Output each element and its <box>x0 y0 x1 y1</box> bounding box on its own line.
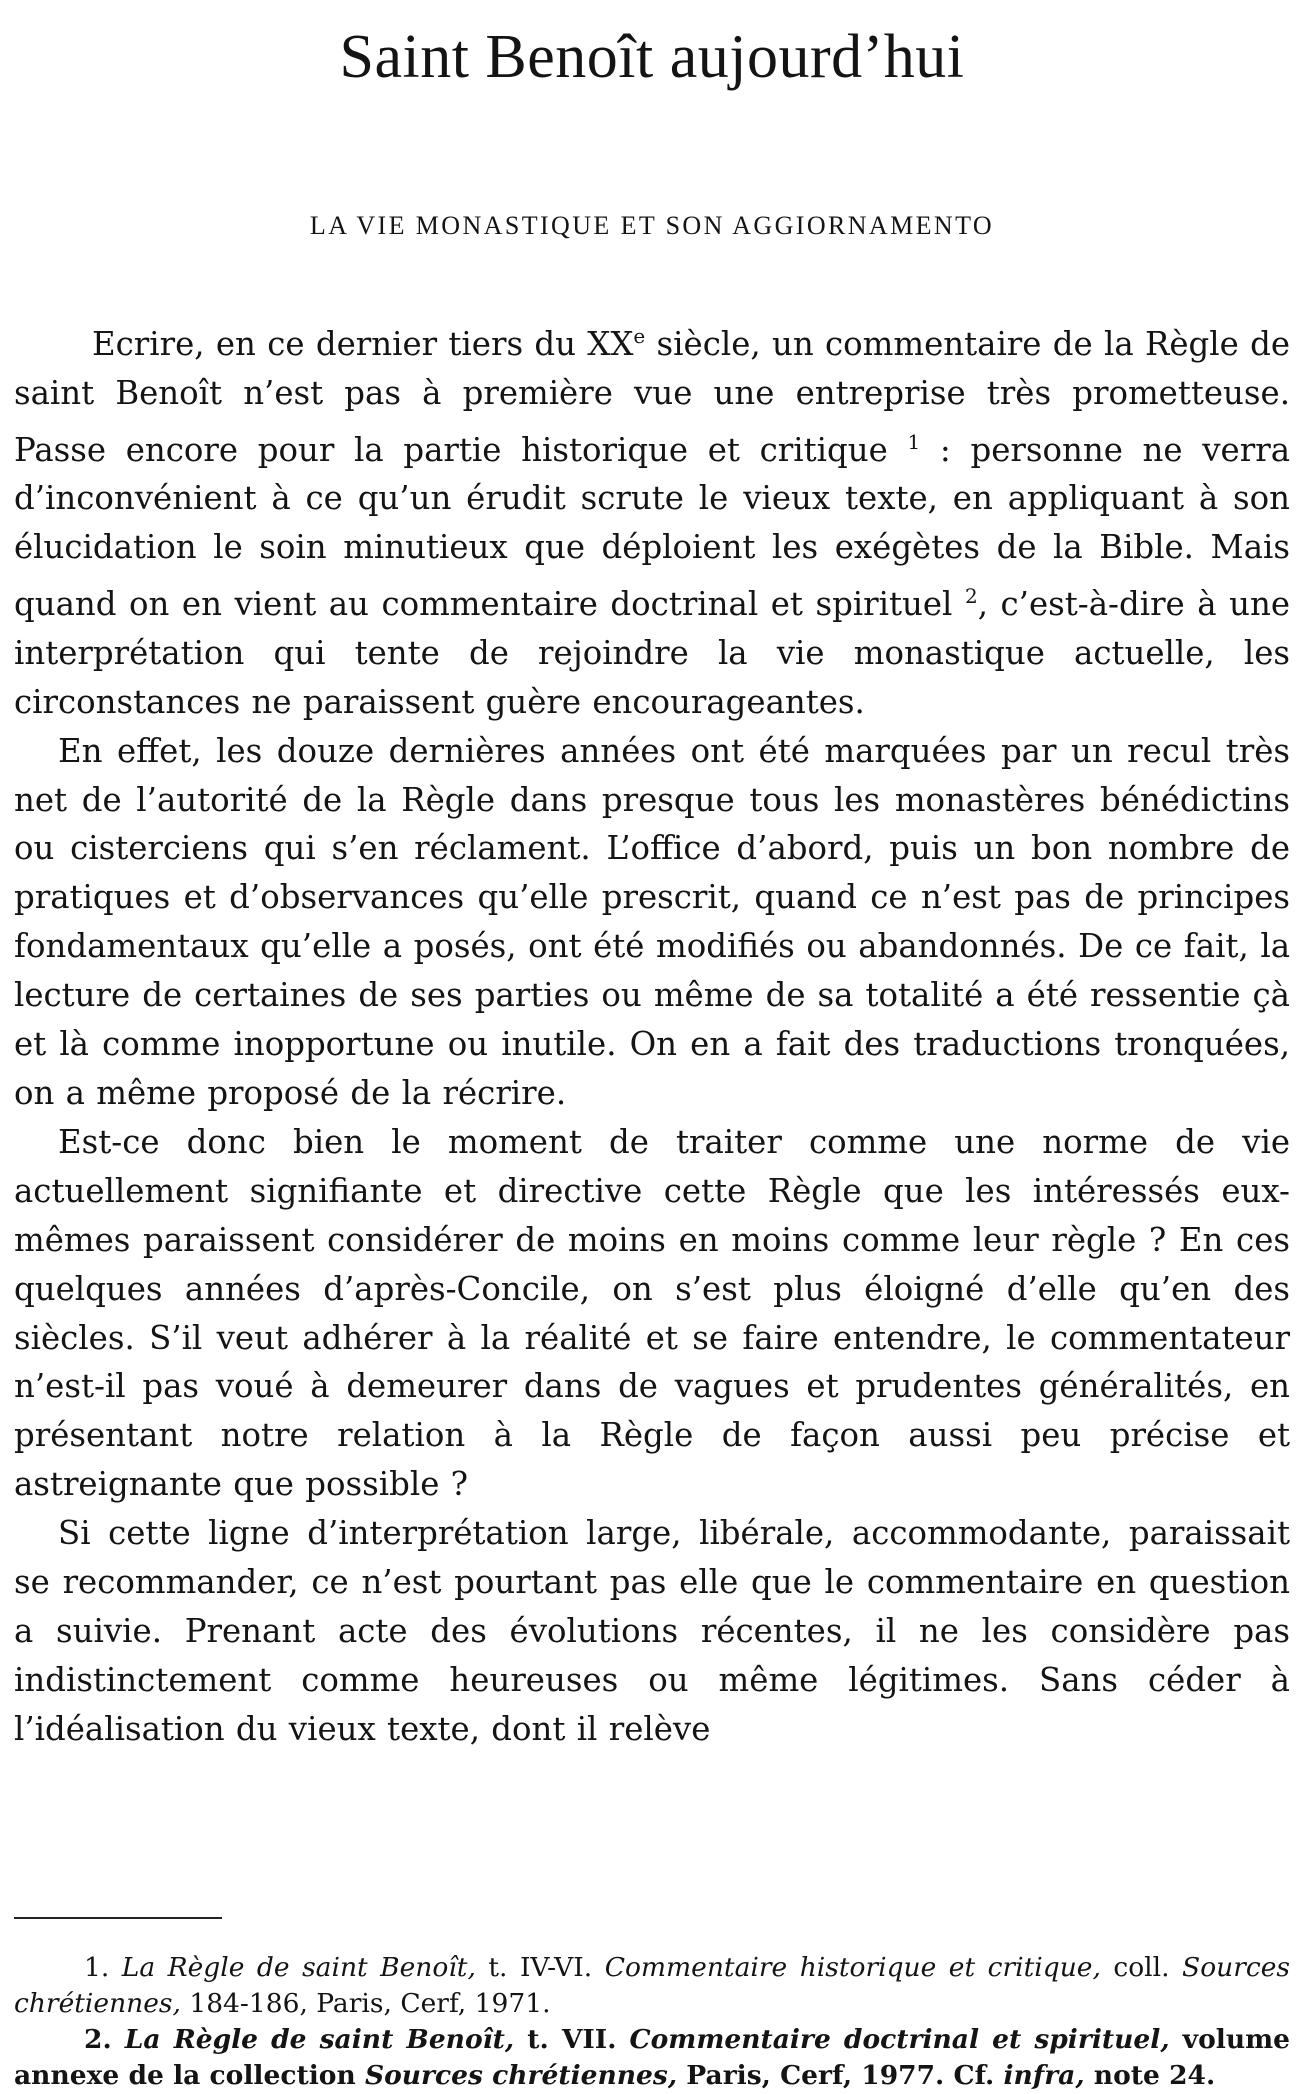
paragraph-2: En effet, les douze dernières années ont été marquées par un recul très net de l’autorité de la Règle dans presque tous les monastères bénédictins ou cisterciens qui s’en réclament. L’office d’abord, puis un bon nombre de pratiques et d’observances qu’elle prescrit, quand ce n’est pas de principes fondamentaux qu’elle a posés, ont été modifiés ou abandonnés. De ce fait, la lecture de certaines de ses parties ou même de sa totalité a été ressentie çà et là comme inopportune ou inutile. On en a fait des traductions tronquées, on a même proposé de la récrire. <box>14 731 1290 1112</box>
footnote-1 <box>14 1950 1290 2022</box>
footnote-2-mid: volume annexe de la collection <box>14 2024 1290 2091</box>
footnote-ref-2[interactable]: 2 <box>964 584 978 609</box>
footnote-2-rest: Paris, Cerf, 1977. Cf. <box>677 2060 1004 2091</box>
footnote-1-number: 1. <box>84 1952 122 1983</box>
paragraph-1-text-d: , c’est-à-dire à une interprétation qui tente de rejoindre la vie monastique actuelle, les circonstances ne paraissent guère encourageantes. <box>14 584 1291 721</box>
footnote-1-subtitle: Commentaire historique et critique, <box>604 1952 1101 1983</box>
footnotes <box>14 1950 1290 2094</box>
paragraph-4: Si cette ligne d’interprétation large, libérale, accommodante, paraissait se recommander, ce n’est pourtant pas elle que le commentaire en question a suivie. Prenant acte des évolutions récentes, il ne les considère pas indistinctement comme heureuses ou même légitimes. Sans céder à l’idéalisation du vieux texte, dont il relève <box>14 1514 1290 1748</box>
footnote-2-end: note 24. <box>1084 2060 1216 2091</box>
footnote-1-coll: coll. <box>1100 1952 1183 1983</box>
article-subtitle: LA VIE MONASTIQUE ET SON AGGIORNAMENTO <box>309 211 995 240</box>
footnote-divider <box>14 1917 222 1919</box>
footnote-2-subtitle: Commentaire doctrinal et spirituel, <box>629 2024 1170 2055</box>
paragraph-1 <box>14 312 1290 727</box>
footnote-2-tome: t. VII. <box>514 2024 630 2055</box>
footnote-1-series: Sources chrétiennes, <box>14 1952 1291 2019</box>
footnote-1-title: La Règle de saint Benoît, <box>121 1952 476 1983</box>
footnote-2-series: Sources chrétiennes, <box>364 2060 678 2091</box>
article-body <box>14 312 1290 1754</box>
footnote-2-title: La Règle de saint Benoît, <box>124 2024 515 2055</box>
footnote-1-rest: 184-186, Paris, Cerf, 1971. <box>180 1988 551 2019</box>
footnote-ref-1[interactable]: 1 <box>907 429 921 454</box>
article-title: Saint Benoît aujourd’hui <box>339 23 965 91</box>
paragraph-3: Est-ce donc bien le moment de traiter comme une norme de vie actuellement signifiante et directive cette Règle que les intéressés eux-mêmes paraissent considérer de moins en moins comme leur règle ? En ces quelques années d’après-Concile, on s’est plus éloigné d’elle qu’en des siècles. S’il veut adhérer à la réalité et se faire entendre, le commentateur n’est-il pas voué à demeurer dans de vagues et prudentes généralités, en présentant notre relation à la Règle de façon aussi peu précise et astreignante que possible ? <box>14 1122 1290 1504</box>
footnote-2-number: 2. <box>84 2024 125 2055</box>
paragraph-1-text-a: Ecrire, en ce dernier tiers du XX <box>92 324 634 363</box>
footnote-2 <box>14 2022 1290 2094</box>
page <box>14 0 1290 2092</box>
paragraph-1-text-c: : personne ne verra d’inconvénient à ce qu’un érudit scrute le vieux texte, en appliquant à son élucidation le soin minutieux que déploient les exégètes de la Bible. Mais quand on en vient au commentaire doctrinal et spirituel <box>14 430 1291 623</box>
paragraph-1-text-b: siècle, un commentaire de la Règle de saint Benoît n’est pas à première vue une entreprise très prometteuse. Passe encore pour la partie historique et critique <box>14 324 1290 469</box>
century-superscript: e <box>633 324 646 348</box>
footnote-1-tome: t. IV-VI. <box>475 1952 605 1983</box>
footnote-2-infra: infra, <box>1003 2060 1085 2091</box>
